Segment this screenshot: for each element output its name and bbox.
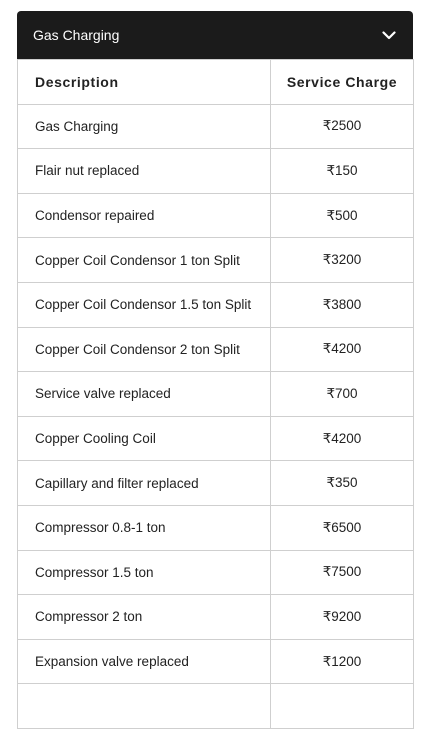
row-description: Compressor 0.8-1 ton: [18, 505, 271, 550]
table-row: [18, 505, 414, 550]
row-service-charge: ₹6500: [271, 505, 414, 550]
column-header-description: Description: [18, 60, 271, 105]
row-service-charge: ₹7500: [271, 550, 414, 595]
table-row: [18, 193, 414, 238]
table-row: [18, 595, 414, 640]
row-service-charge: ₹700: [271, 372, 414, 417]
row-service-charge: ₹350: [271, 461, 414, 506]
row-description: Copper Coil Condensor 1 ton Split: [18, 238, 271, 283]
row-description: [18, 684, 271, 729]
table-row: [18, 461, 414, 506]
service-charge-table: [17, 59, 414, 729]
table-row: [18, 372, 414, 417]
row-description: Expansion valve replaced: [18, 639, 271, 684]
row-service-charge: ₹9200: [271, 595, 414, 640]
column-header-service-charge: Service Charge: [271, 60, 414, 105]
row-description: Service valve replaced: [18, 372, 271, 417]
row-description: Flair nut replaced: [18, 149, 271, 194]
row-service-charge: ₹150: [271, 149, 414, 194]
row-service-charge: ₹4200: [271, 416, 414, 461]
row-description: Copper Coil Condensor 2 ton Split: [18, 327, 271, 372]
accordion-title: Gas Charging: [33, 27, 120, 43]
table-row: [18, 327, 414, 372]
row-description: Condensor repaired: [18, 193, 271, 238]
row-description: Copper Coil Condensor 1.5 ton Split: [18, 282, 271, 327]
table-row: [18, 550, 414, 595]
row-description: Compressor 1.5 ton: [18, 550, 271, 595]
table-row: [18, 416, 414, 461]
table-row: [18, 639, 414, 684]
row-service-charge: ₹1200: [271, 639, 414, 684]
row-service-charge: ₹4200: [271, 327, 414, 372]
table-row: [18, 149, 414, 194]
row-description: Compressor 2 ton: [18, 595, 271, 640]
row-service-charge: ₹3800: [271, 282, 414, 327]
row-service-charge: [271, 684, 414, 729]
row-service-charge: ₹500: [271, 193, 414, 238]
row-service-charge: ₹3200: [271, 238, 414, 283]
table-row: [18, 684, 414, 729]
accordion-header[interactable]: [17, 11, 413, 59]
row-service-charge: ₹2500: [271, 104, 414, 149]
table-header-row: [18, 60, 414, 105]
row-description: Capillary and filter replaced: [18, 461, 271, 506]
row-description: Copper Cooling Coil: [18, 416, 271, 461]
table-row: [18, 104, 414, 149]
row-description: Gas Charging: [18, 104, 271, 149]
pricing-accordion: [17, 11, 413, 729]
table-row: [18, 282, 414, 327]
table-row: [18, 238, 414, 283]
chevron-down-icon[interactable]: [381, 27, 397, 43]
